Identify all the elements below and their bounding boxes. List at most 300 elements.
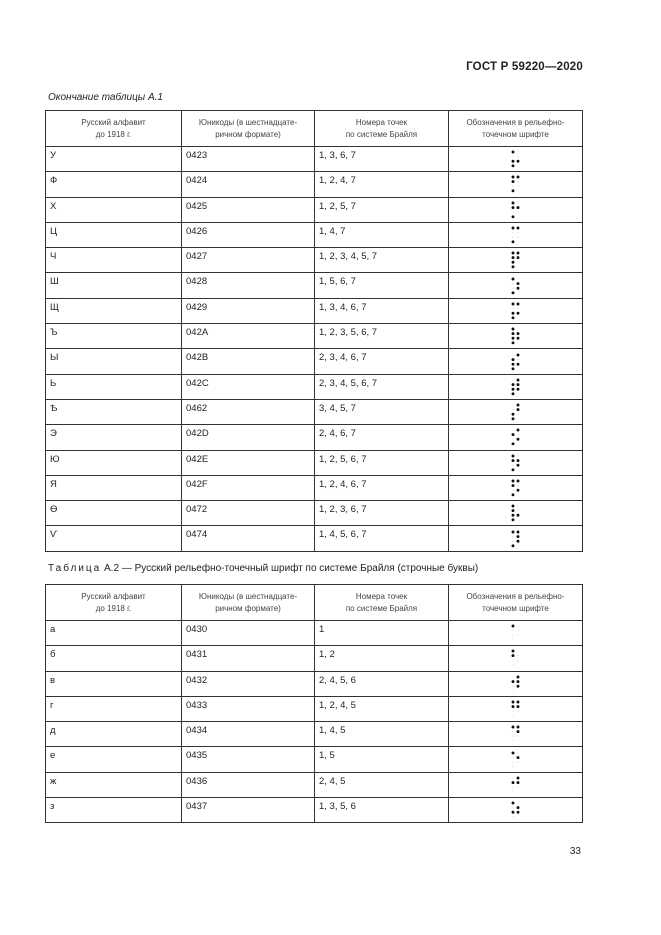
braille-symbol-cell: [449, 273, 583, 298]
braille-dot-empty: [517, 626, 518, 627]
letter-cell: Ч: [46, 248, 182, 273]
braille-cell-icon: [510, 478, 522, 498]
unicode-cell: 0424: [182, 172, 315, 197]
braille-dot-raised: [511, 417, 514, 420]
unicode-cell: 042B: [182, 349, 315, 374]
braille-dot-raised: [511, 413, 514, 416]
table-row: [46, 646, 583, 671]
braille-dot-empty: [517, 156, 518, 157]
column-header-dot-numbers: Номера точек по системе Брайля: [315, 585, 449, 621]
braille-dot-raised: [511, 544, 514, 547]
braille-dot-empty: [517, 660, 518, 661]
dot-numbers-cell: 1, 2, 5, 7: [315, 197, 449, 222]
braille-dot-raised: [511, 493, 514, 496]
letter-cell: е: [46, 747, 182, 772]
braille-dot-empty: [512, 711, 513, 712]
column-header-braille-symbol: Обозначения в рельефно- точечном шрифте: [449, 585, 583, 621]
table2-body: [46, 621, 583, 823]
braille-dot-raised: [516, 776, 519, 779]
letter-cell: з: [46, 798, 182, 823]
braille-dot-empty: [517, 752, 518, 753]
letter-cell: Ь: [46, 374, 182, 399]
braille-dot-raised: [516, 206, 519, 209]
braille-symbol-cell: [449, 172, 583, 197]
braille-dot-raised: [516, 489, 519, 492]
braille-dot-empty: [517, 329, 518, 330]
braille-dot-empty: [512, 807, 513, 808]
braille-dot-empty: [517, 414, 518, 415]
braille-dot-raised: [511, 206, 514, 209]
braille-dot-raised: [516, 302, 519, 305]
braille-dot-raised: [511, 751, 514, 754]
braille-dot-raised: [516, 388, 519, 391]
unicode-cell: 0431: [182, 646, 315, 671]
braille-dot-raised: [511, 811, 514, 814]
braille-dot-raised: [516, 353, 519, 356]
braille-dot-raised: [516, 429, 519, 432]
braille-dot-raised: [516, 680, 519, 683]
braille-dot-empty: [512, 211, 513, 212]
braille-dot-raised: [511, 802, 514, 805]
braille-table-uppercase: [45, 110, 583, 552]
braille-dot-empty: [517, 455, 518, 456]
letter-cell: д: [46, 722, 182, 747]
braille-dot-raised: [511, 302, 514, 305]
letter-cell: г: [46, 696, 182, 721]
dot-numbers-cell: 1, 5: [315, 747, 449, 772]
letter-cell: Э: [46, 425, 182, 450]
braille-dot-raised: [516, 539, 519, 542]
braille-dot-empty: [512, 409, 513, 410]
braille-symbol-cell: [449, 696, 583, 721]
braille-dot-empty: [517, 186, 518, 187]
dot-numbers-cell: 1, 2, 5, 6, 7: [315, 450, 449, 475]
braille-dot-empty: [512, 536, 513, 537]
braille-dot-empty: [512, 690, 513, 691]
letter-cell: У: [46, 147, 182, 172]
braille-symbol-cell: [449, 349, 583, 374]
unicode-cell: 0437: [182, 798, 315, 823]
braille-symbol-cell: [449, 248, 583, 273]
unicode-cell: 0427: [182, 248, 315, 273]
braille-cell-icon: [510, 225, 522, 245]
table-row: [46, 399, 583, 424]
braille-dot-raised: [516, 514, 519, 517]
unicode-cell: 0428: [182, 273, 315, 298]
table2-caption: [48, 563, 478, 574]
table-row: [46, 671, 583, 696]
letter-cell: в: [46, 671, 182, 696]
braille-dot-empty: [517, 308, 518, 309]
braille-dot-empty: [512, 715, 513, 716]
braille-dot-empty: [512, 757, 513, 758]
table2-header-row: [46, 585, 583, 621]
braille-dot-raised: [511, 781, 514, 784]
braille-symbol-cell: [449, 722, 583, 747]
dot-numbers-cell: 1, 2: [315, 646, 449, 671]
braille-symbol-cell: [449, 798, 583, 823]
table-row: [46, 621, 583, 646]
braille-symbol-cell: [449, 747, 583, 772]
letter-cell: Ѣ: [46, 399, 182, 424]
letter-cell: Ѳ: [46, 501, 182, 526]
braille-dot-empty: [512, 761, 513, 762]
column-header-dot-numbers: Номера точек по системе Брайля: [315, 111, 449, 147]
braille-dot-raised: [516, 332, 519, 335]
dot-numbers-cell: 1, 4, 5: [315, 722, 449, 747]
unicode-cell: 0435: [182, 747, 315, 772]
dot-numbers-cell: 1, 3, 6, 7: [315, 147, 449, 172]
braille-dot-raised: [516, 286, 519, 289]
letter-cell: Я: [46, 475, 182, 500]
braille-dot-raised: [511, 256, 514, 259]
braille-dot-empty: [512, 741, 513, 742]
table1-header-row: [46, 111, 583, 147]
braille-dot-empty: [517, 787, 518, 788]
table2-caption-prefix: Таблица: [48, 563, 102, 574]
braille-cell-icon: [510, 402, 522, 422]
braille-dot-raised: [511, 358, 514, 361]
braille-cell-icon: [510, 674, 522, 694]
braille-dot-empty: [512, 430, 513, 431]
table-row: [46, 526, 583, 551]
braille-dot-empty: [512, 540, 513, 541]
table1-caption: Окончание таблицы А.1: [48, 92, 163, 103]
braille-dot-raised: [516, 312, 519, 315]
braille-dot-empty: [517, 506, 518, 507]
braille-cell-icon: [510, 250, 522, 270]
braille-dot-raised: [511, 443, 514, 446]
table-row: [46, 273, 583, 298]
braille-symbol-cell: [449, 475, 583, 500]
braille-dot-raised: [511, 514, 514, 517]
braille-dot-empty: [512, 232, 513, 233]
table-row: [46, 222, 583, 247]
braille-dot-raised: [516, 404, 519, 407]
braille-cell-icon: [510, 352, 522, 372]
braille-dot-empty: [517, 211, 518, 212]
braille-dot-raised: [511, 337, 514, 340]
braille-dot-empty: [512, 156, 513, 157]
unicode-cell: 042E: [182, 450, 315, 475]
braille-cell-icon: [510, 174, 522, 194]
unicode-cell: 0472: [182, 501, 315, 526]
dot-numbers-cell: 3, 4, 5, 7: [315, 399, 449, 424]
table-row: [46, 722, 583, 747]
braille-dot-raised: [516, 480, 519, 483]
table-row: [46, 425, 583, 450]
braille-dot-empty: [517, 152, 518, 153]
braille-dot-empty: [517, 232, 518, 233]
braille-dot-raised: [516, 811, 519, 814]
braille-dot-empty: [517, 651, 518, 652]
unicode-cell: 042D: [182, 425, 315, 450]
braille-dot-raised: [516, 535, 519, 538]
column-header-letter: Русский алфавит до 1918 г.: [46, 111, 182, 147]
braille-dot-raised: [516, 781, 519, 784]
braille-dot-raised: [511, 277, 514, 280]
braille-dot-raised: [511, 392, 514, 395]
braille-dot-raised: [511, 530, 514, 533]
braille-dot-empty: [512, 283, 513, 284]
table-row: [46, 747, 583, 772]
braille-dot-raised: [516, 362, 519, 365]
braille-dot-raised: [516, 408, 519, 411]
braille-dot-raised: [516, 463, 519, 466]
braille-dot-raised: [511, 312, 514, 315]
dot-numbers-cell: 1, 4, 7: [315, 222, 449, 247]
braille-dot-raised: [511, 227, 514, 230]
braille-dot-empty: [512, 731, 513, 732]
braille-dot-raised: [511, 181, 514, 184]
braille-dot-empty: [512, 186, 513, 187]
letter-cell: а: [46, 621, 182, 646]
braille-dot-raised: [511, 201, 514, 204]
braille-dot-empty: [512, 405, 513, 406]
braille-dot-empty: [517, 434, 518, 435]
letter-cell: Ц: [46, 222, 182, 247]
braille-dot-raised: [511, 362, 514, 365]
letter-cell: ж: [46, 772, 182, 797]
dot-numbers-cell: 1, 2, 4, 7: [315, 172, 449, 197]
dot-numbers-cell: 1, 4, 5, 6, 7: [315, 526, 449, 551]
braille-dot-raised: [511, 328, 514, 331]
braille-symbol-cell: [449, 197, 583, 222]
dot-numbers-cell: 1, 2, 3, 4, 5, 7: [315, 248, 449, 273]
braille-dot-empty: [512, 791, 513, 792]
table-row: [46, 798, 583, 823]
braille-dot-raised: [516, 227, 519, 230]
column-header-unicode: Юникоды (в шестнадцате- ричном формате): [182, 585, 315, 621]
braille-dot-raised: [516, 530, 519, 533]
braille-cell-icon: [510, 648, 522, 668]
braille-dot-empty: [512, 439, 513, 440]
braille-dot-empty: [512, 630, 513, 631]
braille-cell-icon: [510, 301, 522, 321]
braille-dot-empty: [512, 787, 513, 788]
braille-dot-empty: [517, 485, 518, 486]
unicode-cell: 0432: [182, 671, 315, 696]
letter-cell: Ъ: [46, 324, 182, 349]
braille-dot-empty: [517, 655, 518, 656]
table-row: [46, 298, 583, 323]
braille-dot-empty: [512, 464, 513, 465]
unicode-cell: 042C: [182, 374, 315, 399]
braille-dot-raised: [516, 459, 519, 462]
unicode-cell: 0430: [182, 621, 315, 646]
braille-dot-empty: [517, 181, 518, 182]
braille-dot-raised: [511, 316, 514, 319]
braille-symbol-cell: [449, 399, 583, 424]
dot-numbers-cell: 2, 4, 6, 7: [315, 425, 449, 450]
braille-dot-empty: [512, 635, 513, 636]
braille-dot-empty: [512, 379, 513, 380]
braille-cell-icon: [510, 377, 522, 397]
table-row: [46, 147, 583, 172]
braille-dot-raised: [511, 176, 514, 179]
braille-dot-empty: [512, 287, 513, 288]
table-row: [46, 248, 583, 273]
braille-dot-empty: [517, 635, 518, 636]
braille-dot-raised: [511, 509, 514, 512]
unicode-cell: 042A: [182, 324, 315, 349]
letter-cell: б: [46, 646, 182, 671]
braille-dot-raised: [516, 684, 519, 687]
braille-cell-icon: [510, 800, 522, 820]
dot-numbers-cell: 1, 2, 4, 6, 7: [315, 475, 449, 500]
braille-symbol-cell: [449, 646, 583, 671]
unicode-cell: 0434: [182, 722, 315, 747]
letter-cell: Ѵ: [46, 526, 182, 551]
braille-symbol-cell: [449, 298, 583, 323]
braille-dot-empty: [512, 639, 513, 640]
braille-dot-raised: [511, 454, 514, 457]
dot-numbers-cell: 2, 3, 4, 6, 7: [315, 349, 449, 374]
braille-dot-empty: [517, 202, 518, 203]
unicode-cell: 0436: [182, 772, 315, 797]
braille-dot-raised: [511, 519, 514, 522]
braille-dot-raised: [511, 160, 514, 163]
dot-numbers-cell: 1, 5, 6, 7: [315, 273, 449, 298]
braille-dot-empty: [512, 354, 513, 355]
braille-dot-raised: [516, 726, 519, 729]
letter-cell: Ш: [46, 273, 182, 298]
braille-dot-raised: [516, 383, 519, 386]
dot-numbers-cell: 1, 3, 5, 6: [315, 798, 449, 823]
braille-dot-raised: [516, 337, 519, 340]
braille-dot-empty: [517, 237, 518, 238]
braille-dot-empty: [517, 510, 518, 511]
braille-dot-raised: [511, 367, 514, 370]
braille-dot-raised: [511, 383, 514, 386]
braille-dot-empty: [512, 816, 513, 817]
braille-symbol-cell: [449, 621, 583, 646]
table-row: [46, 197, 583, 222]
column-header-letter: Русский алфавит до 1918 г.: [46, 585, 182, 621]
table-row: [46, 450, 583, 475]
braille-dot-empty: [517, 711, 518, 712]
braille-dot-raised: [511, 151, 514, 154]
braille-dot-empty: [512, 676, 513, 677]
unicode-cell: 0423: [182, 147, 315, 172]
braille-dot-raised: [516, 252, 519, 255]
unicode-cell: 0474: [182, 526, 315, 551]
braille-symbol-cell: [449, 324, 583, 349]
table-row: [46, 374, 583, 399]
braille-dot-raised: [511, 252, 514, 255]
braille-dot-empty: [512, 490, 513, 491]
letter-cell: Ы: [46, 349, 182, 374]
column-header-braille-symbol: Обозначения в рельефно- точечном шрифте: [449, 111, 583, 147]
braille-dot-raised: [516, 806, 519, 809]
column-header-unicode: Юникоды (в шестнадцате- ричном формате): [182, 111, 315, 147]
braille-dot-raised: [511, 680, 514, 683]
braille-cell-icon: [510, 149, 522, 169]
braille-dot-raised: [511, 726, 514, 729]
table1-body: [46, 147, 583, 552]
table-row: [46, 349, 583, 374]
braille-cell-icon: [510, 276, 522, 296]
table-row: [46, 696, 583, 721]
braille-dot-raised: [511, 434, 514, 437]
braille-cell-icon: [510, 750, 522, 770]
braille-dot-raised: [516, 756, 519, 759]
braille-cell-icon: [510, 453, 522, 473]
table-row: [46, 172, 583, 197]
unicode-cell: 0425: [182, 197, 315, 222]
braille-dot-raised: [516, 160, 519, 163]
dot-numbers-cell: 1, 2, 3, 5, 6, 7: [315, 324, 449, 349]
dot-numbers-cell: 2, 4, 5, 6: [315, 671, 449, 696]
braille-dot-raised: [516, 705, 519, 708]
braille-dot-raised: [511, 266, 514, 269]
unicode-cell: 0462: [182, 399, 315, 424]
table-row: [46, 772, 583, 797]
braille-dot-empty: [512, 665, 513, 666]
braille-dot-raised: [511, 190, 514, 193]
table-row: [46, 324, 583, 349]
braille-dot-empty: [512, 660, 513, 661]
braille-dot-raised: [511, 342, 514, 345]
braille-dot-raised: [516, 730, 519, 733]
letter-cell: Ф: [46, 172, 182, 197]
braille-symbol-cell: [449, 147, 583, 172]
braille-symbol-cell: [449, 501, 583, 526]
dot-numbers-cell: 1, 3, 4, 6, 7: [315, 298, 449, 323]
braille-dot-raised: [511, 701, 514, 704]
braille-cell-icon: [510, 623, 522, 643]
braille-dot-raised: [511, 705, 514, 708]
table-row: [46, 475, 583, 500]
braille-cell-icon: [510, 503, 522, 523]
braille-symbol-cell: [449, 374, 583, 399]
braille-dot-raised: [511, 480, 514, 483]
braille-dot-raised: [511, 164, 514, 167]
braille-dot-raised: [511, 484, 514, 487]
braille-dot-empty: [512, 736, 513, 737]
document-standard-header: ГОСТ Р 59220—2020: [466, 61, 583, 73]
braille-dot-raised: [511, 655, 514, 658]
braille-cell-icon: [510, 200, 522, 220]
braille-dot-empty: [517, 278, 518, 279]
braille-dot-raised: [511, 291, 514, 294]
braille-cell-icon: [510, 326, 522, 346]
page-number: 33: [569, 846, 581, 857]
braille-dot-raised: [511, 215, 514, 218]
letter-cell: Х: [46, 197, 182, 222]
table-row: [46, 501, 583, 526]
dot-numbers-cell: 1: [315, 621, 449, 646]
braille-cell-icon: [510, 699, 522, 719]
braille-dot-raised: [511, 625, 514, 628]
braille-dot-raised: [516, 282, 519, 285]
braille-symbol-cell: [449, 222, 583, 247]
braille-dot-raised: [511, 388, 514, 391]
braille-dot-empty: [517, 630, 518, 631]
letter-cell: Ю: [46, 450, 182, 475]
braille-dot-raised: [511, 240, 514, 243]
braille-cell-icon: [510, 427, 522, 447]
braille-dot-empty: [517, 761, 518, 762]
braille-dot-raised: [511, 650, 514, 653]
table2-caption-text: А.2 — Русский рельефно-точечный шрифт по системе Брайля (строчные буквы): [101, 563, 479, 574]
braille-symbol-cell: [449, 671, 583, 696]
braille-dot-raised: [511, 459, 514, 462]
braille-dot-empty: [512, 766, 513, 767]
braille-dot-raised: [516, 438, 519, 441]
braille-dot-empty: [512, 777, 513, 778]
unicode-cell: 0433: [182, 696, 315, 721]
